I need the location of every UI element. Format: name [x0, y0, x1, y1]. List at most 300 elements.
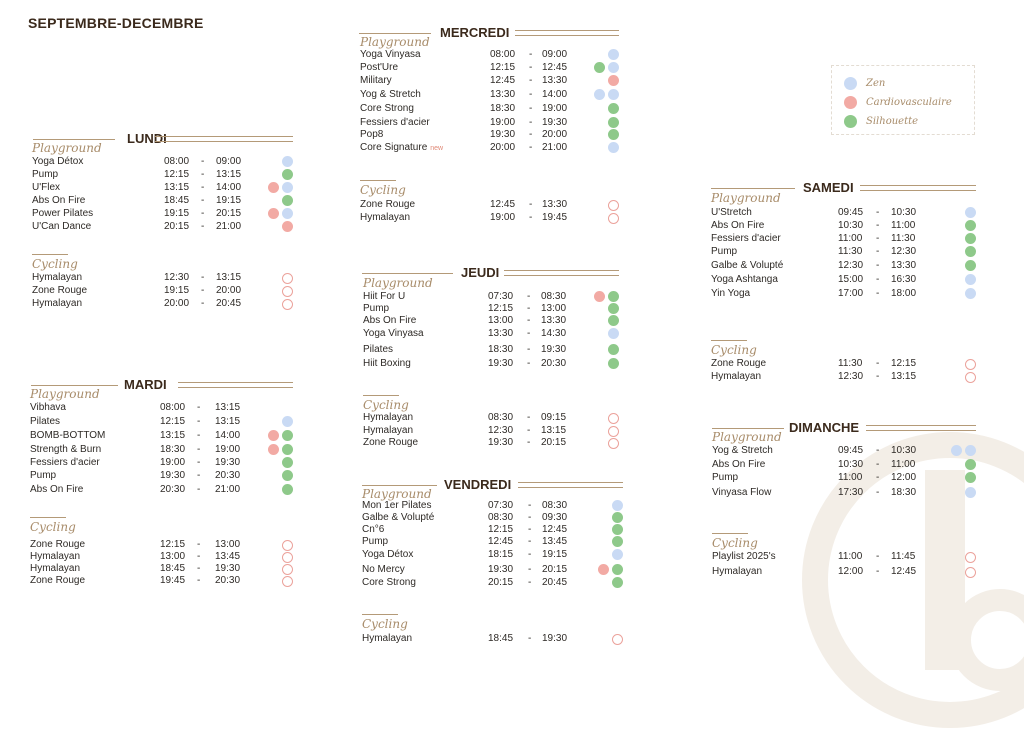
cycling-icon [965, 372, 976, 383]
zen-dot-icon [282, 208, 293, 219]
time-separator: - [529, 212, 533, 223]
cycling-icon [965, 359, 976, 370]
zen-dot-icon [965, 274, 976, 285]
class-name [711, 219, 764, 232]
class-name [30, 469, 56, 482]
class-name-text: Pilates [363, 344, 394, 355]
end-time: 14:00 [216, 182, 242, 193]
class-row [360, 74, 620, 87]
class-name-text: Pump [362, 536, 389, 547]
start-time: 19:00 [490, 117, 516, 128]
silhouette-dot-icon [282, 470, 293, 481]
cardio-dot-icon [844, 96, 857, 109]
start-time: 13:00 [160, 551, 186, 562]
class-name-text: Hymalayan [30, 551, 81, 562]
time-separator: - [529, 89, 533, 100]
class-name [30, 415, 60, 428]
zen-dot-icon [965, 487, 976, 498]
class-name-text: Military [360, 75, 392, 86]
time-separator: - [529, 129, 533, 140]
class-name-text: Zone Rouge [32, 285, 88, 296]
start-time: 13:30 [488, 328, 514, 339]
category-label-playground: Playground [363, 276, 433, 290]
silhouette-dot-icon [282, 444, 293, 455]
class-name [363, 327, 424, 340]
class-name [711, 259, 783, 272]
silhouette-dot-icon [965, 459, 976, 470]
end-time: 13:00 [541, 303, 567, 314]
end-time: 13:45 [542, 536, 568, 547]
time-separator: - [197, 563, 201, 574]
class-name-text: Hymalayan [30, 563, 81, 574]
silhouette-dot-icon [844, 115, 857, 128]
class-name [360, 102, 414, 115]
start-time: 20:15 [164, 221, 190, 232]
class-name-text: U'Stretch [711, 207, 752, 218]
class-name-text: Zone Rouge [711, 358, 767, 369]
end-time: 14:00 [542, 89, 568, 100]
start-time: 11:30 [838, 246, 863, 257]
time-separator: - [876, 288, 880, 299]
class-row [363, 411, 620, 424]
start-time: 19:15 [164, 285, 190, 296]
end-time: 12:30 [891, 246, 917, 257]
end-time: 12:00 [891, 472, 917, 483]
class-name [32, 181, 60, 194]
class-name-text: Fessiers d'acier [711, 233, 781, 244]
class-row [711, 370, 977, 383]
zen-dot-icon [282, 156, 293, 167]
time-separator: - [528, 524, 532, 535]
class-name-text: Hiit For U [363, 291, 406, 302]
day-heading-vendredi: VENDREDI [444, 477, 512, 492]
start-time: 20:00 [164, 298, 190, 309]
start-time: 12:15 [164, 169, 190, 180]
start-time: 17:30 [838, 487, 864, 498]
end-time: 16:30 [891, 274, 917, 285]
zen-dot-icon [965, 288, 976, 299]
time-separator: - [527, 303, 531, 314]
time-separator: - [876, 220, 880, 231]
start-time: 13:15 [164, 182, 190, 193]
start-time: 08:30 [488, 512, 514, 523]
end-time: 14:00 [215, 430, 241, 441]
start-time: 11:00 [838, 472, 863, 483]
end-time: 19:15 [216, 195, 242, 206]
end-time: 09:15 [541, 412, 567, 423]
category-label-cycling: Cycling [30, 520, 76, 534]
end-time: 13:15 [891, 371, 917, 382]
class-name-text: Yog & Stretch [712, 445, 773, 456]
class-name [32, 155, 83, 168]
class-row [711, 206, 977, 219]
end-time: 19:30 [541, 344, 567, 355]
silhouette-dot-icon [965, 233, 976, 244]
class-row [362, 563, 624, 576]
end-time: 13:15 [216, 169, 242, 180]
cycling-icon [612, 634, 623, 645]
class-name [32, 207, 93, 220]
time-separator: - [876, 445, 880, 456]
heading-rule-left [712, 428, 784, 429]
start-time: 19:00 [160, 457, 186, 468]
class-name-text: Abs On Fire [32, 195, 86, 206]
time-separator: - [529, 62, 533, 73]
class-row [30, 429, 294, 442]
end-time: 13:15 [215, 402, 241, 413]
category-label-cycling: Cycling [363, 398, 409, 412]
heading-rule-right [504, 270, 619, 276]
start-time: 20:30 [160, 484, 186, 495]
start-time: 12:30 [838, 260, 864, 271]
zen-dot-icon [608, 89, 619, 100]
silhouette-dot-icon [608, 291, 619, 302]
zen-dot-icon [608, 49, 619, 60]
time-separator: - [197, 402, 201, 413]
time-separator: - [197, 444, 201, 455]
time-separator: - [527, 425, 531, 436]
class-row [30, 574, 294, 587]
start-time: 11:00 [838, 551, 863, 562]
start-time: 19:45 [160, 575, 186, 586]
day-heading-mardi: MARDI [124, 377, 167, 392]
class-row [30, 483, 294, 496]
class-name-text: Yoga Vinyasa [363, 328, 424, 339]
class-row [711, 357, 977, 370]
class-row [363, 357, 620, 370]
time-separator: - [876, 551, 880, 562]
class-name [712, 458, 765, 471]
start-time: 17:00 [838, 288, 864, 299]
start-time: 20:00 [490, 142, 516, 153]
class-row [711, 273, 977, 286]
end-time: 11:30 [891, 233, 916, 244]
class-row [32, 297, 294, 310]
cycling-icon [282, 273, 293, 284]
start-time: 12:15 [160, 416, 186, 427]
class-name-text: U'Flex [32, 182, 61, 193]
class-name-text: Vibhava [30, 402, 66, 413]
class-name-text: Vinyasa Flow [712, 487, 772, 498]
time-separator: - [197, 539, 201, 550]
time-separator: - [876, 260, 880, 271]
class-name [360, 141, 443, 155]
class-name [711, 206, 752, 219]
cardio-dot-icon [594, 291, 605, 302]
class-name [362, 563, 405, 576]
time-separator: - [527, 412, 531, 423]
start-time: 07:30 [488, 500, 514, 511]
class-row [360, 198, 620, 211]
zen-dot-icon [612, 500, 623, 511]
time-separator: - [529, 75, 533, 86]
class-row [30, 401, 294, 414]
section-rule [360, 180, 396, 181]
cardio-dot-icon [598, 564, 609, 575]
class-name [30, 429, 105, 442]
end-time: 19:30 [542, 117, 568, 128]
class-name [363, 343, 393, 356]
class-name [360, 61, 398, 74]
class-name-text: Core Signature [360, 142, 428, 153]
end-time: 12:45 [542, 62, 568, 73]
time-separator: - [876, 233, 880, 244]
start-time: 19:30 [488, 437, 514, 448]
time-separator: - [876, 459, 880, 470]
class-row [711, 232, 977, 245]
time-separator: - [201, 285, 205, 296]
end-time: 09:00 [216, 156, 242, 167]
time-separator: - [528, 633, 532, 644]
start-time: 12:45 [490, 75, 516, 86]
silhouette-dot-icon [612, 577, 623, 588]
class-name-text: Fessiers d'acier [360, 117, 430, 128]
heading-rule-left [33, 139, 115, 140]
start-time: 11:30 [838, 358, 863, 369]
class-name-text: Hymalayan [363, 425, 414, 436]
category-label-playground: Playground [712, 430, 782, 444]
class-row [32, 155, 294, 168]
class-name-text: Mon 1er Pilates [362, 500, 432, 511]
end-time: 13:30 [542, 199, 568, 210]
class-row [360, 141, 620, 154]
start-time: 12:30 [488, 425, 514, 436]
silhouette-dot-icon [965, 260, 976, 271]
end-time: 20:45 [542, 577, 568, 588]
class-name [363, 436, 418, 449]
class-name [30, 443, 101, 456]
start-time: 13:15 [160, 430, 186, 441]
class-name-text: No Mercy [362, 564, 405, 575]
section-rule [362, 614, 398, 615]
start-time: 18:45 [164, 195, 190, 206]
end-time: 18:00 [891, 288, 917, 299]
time-separator: - [527, 344, 531, 355]
start-time: 18:15 [488, 549, 514, 560]
class-name [711, 273, 778, 286]
class-name [360, 74, 392, 87]
time-separator: - [201, 156, 205, 167]
zen-dot-icon [965, 207, 976, 218]
day-heading-dimanche: DIMANCHE [789, 420, 860, 435]
silhouette-dot-icon [608, 315, 619, 326]
silhouette-dot-icon [965, 220, 976, 231]
class-row [360, 102, 620, 115]
time-separator: - [876, 274, 880, 285]
class-row [712, 550, 977, 563]
time-separator: - [529, 199, 533, 210]
silhouette-dot-icon [608, 358, 619, 369]
class-name-text: Playlist 2025's [712, 551, 776, 562]
silhouette-dot-icon [594, 62, 605, 73]
class-name-text: Galbe & Volupté [362, 512, 435, 523]
class-name-text: Hymalayan [363, 412, 414, 423]
cycling-icon [608, 213, 619, 224]
class-name-text: Pump [711, 246, 738, 257]
time-separator: - [527, 328, 531, 339]
silhouette-dot-icon [612, 536, 623, 547]
end-time: 19:30 [542, 633, 568, 644]
class-name [711, 287, 750, 300]
class-name-text: Core Strong [360, 103, 414, 114]
class-name-text: Fessiers d'acier [30, 457, 100, 468]
silhouette-dot-icon [282, 430, 293, 441]
class-name-text: Pump [363, 303, 390, 314]
start-time: 18:30 [160, 444, 186, 455]
end-time: 20:15 [541, 437, 567, 448]
time-separator: - [197, 430, 201, 441]
category-label-cycling: Cycling [32, 257, 78, 271]
end-time: 09:30 [542, 512, 568, 523]
class-name [362, 548, 413, 561]
cycling-icon [608, 413, 619, 424]
end-time: 20:30 [215, 470, 241, 481]
end-time: 13:15 [541, 425, 567, 436]
end-time: 19:00 [542, 103, 568, 114]
start-time: 09:45 [838, 207, 864, 218]
cycling-icon [282, 576, 293, 587]
time-separator: - [201, 208, 205, 219]
class-name-text: U'Can Dance [32, 221, 92, 232]
start-time: 11:00 [838, 233, 863, 244]
start-time: 12:15 [490, 62, 516, 73]
class-name-text: Pilates [30, 416, 61, 427]
time-separator: - [529, 49, 533, 60]
end-time: 21:00 [216, 221, 242, 232]
zen-dot-icon [282, 182, 293, 193]
class-name [32, 168, 58, 181]
end-time: 19:30 [215, 457, 241, 468]
heading-rule-left [711, 188, 795, 189]
end-time: 08:30 [542, 500, 568, 511]
class-name-text: Yoga Détox [32, 156, 84, 167]
time-separator: - [197, 457, 201, 468]
start-time: 18:45 [160, 563, 186, 574]
end-time: 20:00 [542, 129, 568, 140]
section-rule [711, 340, 747, 341]
class-row [363, 314, 620, 327]
end-time: 12:15 [891, 358, 917, 369]
time-separator: - [876, 487, 880, 498]
end-time: 20:15 [542, 564, 568, 575]
heading-rule-right [155, 136, 293, 142]
day-heading-jeudi: JEUDI [461, 265, 500, 280]
class-row [712, 565, 977, 578]
class-name-text: Zone Rouge [363, 437, 419, 448]
class-name-text: Yog & Stretch [360, 89, 421, 100]
end-time: 20:30 [215, 575, 241, 586]
silhouette-dot-icon [612, 564, 623, 575]
start-time: 09:45 [838, 445, 864, 456]
zen-dot-icon [951, 445, 962, 456]
zen-dot-icon [282, 416, 293, 427]
class-row [360, 128, 620, 141]
class-name-text: Pump [32, 169, 59, 180]
time-separator: - [528, 500, 532, 511]
class-name [32, 284, 87, 297]
class-name [362, 576, 416, 589]
time-separator: - [201, 221, 205, 232]
class-name-text: Zone Rouge [30, 539, 86, 550]
class-name-text: Galbe & Volupté [711, 260, 784, 271]
start-time: 15:00 [838, 274, 864, 285]
section-rule [30, 517, 66, 518]
zen-dot-icon [608, 142, 619, 153]
time-separator: - [197, 551, 201, 562]
class-name-text: Yoga Ashtanga [711, 274, 778, 285]
silhouette-dot-icon [965, 246, 976, 257]
time-separator: - [201, 298, 205, 309]
cycling-icon [965, 552, 976, 563]
start-time: 19:30 [490, 129, 516, 140]
class-name-text: Yin Yoga [711, 288, 751, 299]
category-label-playground: Playground [711, 191, 781, 205]
end-time: 13:15 [216, 272, 242, 283]
class-row [32, 194, 294, 207]
class-row [32, 181, 294, 194]
category-label-playground: Playground [32, 141, 102, 155]
time-separator: - [529, 103, 533, 114]
cardio-dot-icon [268, 430, 279, 441]
class-row [363, 343, 620, 356]
zen-dot-icon [965, 445, 976, 456]
class-name [360, 128, 383, 141]
cycling-icon [282, 286, 293, 297]
end-time: 12:45 [542, 524, 568, 535]
start-time: 12:15 [160, 539, 186, 550]
class-name [30, 456, 100, 469]
start-time: 12:45 [488, 536, 514, 547]
start-time: 10:30 [838, 459, 864, 470]
end-time: 11:00 [891, 459, 916, 470]
class-name-text: Abs On Fire [363, 315, 417, 326]
time-separator: - [876, 566, 880, 577]
start-time: 12:45 [490, 199, 516, 210]
time-separator: - [876, 207, 880, 218]
heading-rule-right [178, 382, 293, 388]
start-time: 18:30 [488, 344, 514, 355]
cardio-dot-icon [268, 182, 279, 193]
class-name-text: Hymalayan [362, 633, 413, 644]
end-time: 10:30 [891, 445, 917, 456]
class-name [712, 565, 762, 578]
start-time: 12:30 [838, 371, 864, 382]
end-time: 19:00 [215, 444, 241, 455]
cycling-icon [965, 567, 976, 578]
class-name [711, 357, 766, 370]
silhouette-dot-icon [608, 129, 619, 140]
start-time: 08:00 [490, 49, 516, 60]
class-row [360, 211, 620, 224]
category-label-playground: Playground [362, 487, 432, 501]
class-name [360, 88, 421, 101]
silhouette-dot-icon [282, 484, 293, 495]
class-name-text: Cn°6 [362, 524, 385, 535]
heading-rule-right [860, 185, 976, 191]
class-row [362, 632, 624, 645]
time-separator: - [201, 272, 205, 283]
heading-rule-right [515, 30, 619, 36]
class-name-text: Core Strong [362, 577, 416, 588]
heading-rule-left [362, 273, 453, 274]
silhouette-dot-icon [612, 524, 623, 535]
class-row [362, 576, 624, 589]
class-row [712, 458, 977, 471]
end-time: 13:45 [215, 551, 241, 562]
end-time: 10:30 [891, 207, 917, 218]
time-separator: - [528, 512, 532, 523]
end-time: 20:45 [216, 298, 242, 309]
